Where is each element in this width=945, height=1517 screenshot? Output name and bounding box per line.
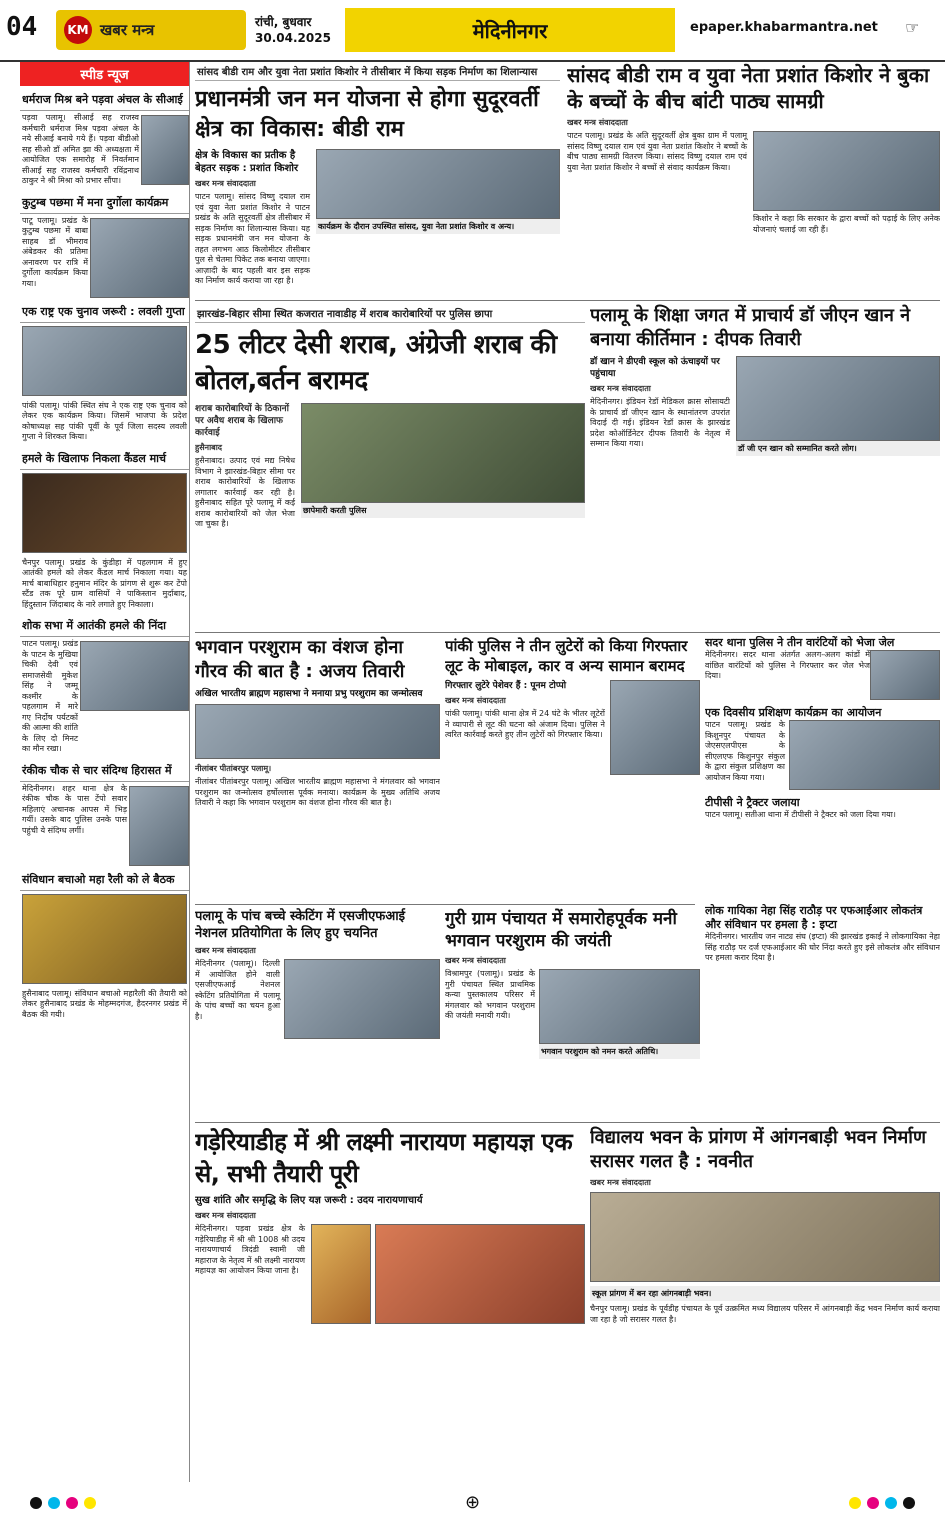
article-headline: पलामू के पांच बच्चे स्केटिंग में एसजीएफआई नेशनल प्रतियोगिता के लिए हुए चयनित bbox=[195, 909, 405, 941]
training-photo bbox=[789, 720, 940, 790]
brief-item bbox=[20, 449, 189, 613]
footer-strip bbox=[0, 1488, 945, 1517]
divider bbox=[195, 904, 695, 905]
article-headline: टीपीसी ने ट्रैक्टर जलाया bbox=[705, 796, 800, 809]
article-body: मेदिनीनगर। इंडियन रेडॉ मेडिकल क्रास सोसायटी के प्राचार्य डॉ जीएन खान के स्थानांतरण उपरांत विदाई दी गई। इंडियन रेडॉ क्रास के झारखंड प्रदेश कोऑर्डिनेटर दीपक तिवारी के नेतृत्व में सम्मान किया गया। bbox=[590, 397, 730, 448]
brief-headline: एक राष्ट्र एक चुनाव जरूरी : लवली गुप्ता bbox=[20, 302, 189, 323]
brief-headline: धर्मराज मिश्र बने पड़वा अंचल के सीआई bbox=[20, 90, 189, 111]
article-body: हुसैनाबाद। उत्पाद एवं मद्य निषेध विभाग ने झारखंड-बिहार सीमा पर शराब कारोबारियों के खिलाफ लगातार कार्रवाई कर रही है। हुसैनाबाद सहित पूरे पलामू में कई शराब कारोबारियों को जेल भेजा जा चुका है। bbox=[195, 456, 295, 528]
photo-caption: कार्यक्रम के दौरान उपस्थित सांसद, युवा नेता प्रशांत किशोर व अन्य। bbox=[316, 219, 560, 234]
article-subhead: शराब कारोबारियों के ठिकानों पर अवैध शराब के खिलाफ कार्रवाई bbox=[195, 404, 290, 438]
registration-dot bbox=[849, 1497, 861, 1509]
article-byline: खबर मन्त्र संवाददाता bbox=[590, 384, 651, 393]
brief-item bbox=[20, 90, 189, 189]
brief-text: पाटू पलामू। प्रखंड के कुटुम्ब पछमा में बाबा साहब डॉ भीमराव अंबेडकर की प्रतिमा अनावरण पर रात्रि में दुर्गोला कार्यक्रम किया गया। bbox=[22, 215, 88, 288]
article-mahayagya bbox=[195, 1126, 585, 1476]
speed-news-label: स्पीड न्यूज bbox=[20, 62, 189, 86]
color-registration-left bbox=[30, 1497, 96, 1509]
article-body: पाटन पलामू। प्रखंड के किशुनपुर पंचायत के जेएसएलपीएस के सीएलएफ किशुनपुर संकुल के द्वारा संकुल प्रशिक्षण का आयोजन किया गया। bbox=[705, 720, 785, 782]
photo-caption: छापेमारी करती पुलिस bbox=[301, 503, 585, 518]
foundation-stone-photo bbox=[316, 149, 560, 219]
article-byline: खबर मन्त्र संवाददाता bbox=[590, 1178, 651, 1187]
brand-logo-icon: KM bbox=[64, 16, 92, 44]
candle-march-photo bbox=[22, 473, 187, 553]
brief-headline: कुटुम्ब पछमा में मना दुर्गोला कार्यक्रम bbox=[20, 193, 189, 214]
brief-item bbox=[20, 616, 189, 757]
article-headline: विद्यालय भवन के प्रांगण में आंगनबाड़ी भवन निर्माण सरासर गलत है : नवनीत bbox=[590, 1127, 926, 1172]
article-byline: खबर मन्त्र संवाददाता bbox=[445, 696, 506, 705]
photo-caption: स्कूल प्रांगण में बन रहा आंगनबाड़ी भवन। bbox=[590, 1286, 940, 1301]
felicitation-photo bbox=[736, 356, 940, 441]
article-headline: गुरी ग्राम पंचायत में समारोहपूर्वक मनी भगवान परशुराम की जयंती bbox=[445, 909, 677, 951]
brand-name: खबर मन्त्र bbox=[100, 21, 155, 39]
temple-photo bbox=[375, 1224, 585, 1324]
city-date bbox=[255, 14, 331, 46]
article-headline: गड़ेरियाडीह में श्री लक्ष्मी नारायण महायज्ञ एक से, सभी तैयारी पूरी bbox=[195, 1128, 573, 1188]
brief-item bbox=[20, 870, 189, 1023]
article-body: मेदिनीनगर। भारतीय जन नाट्य संघ (इप्टा) की झारखंड इकाई ने लोकगायिका नेहा सिंह राठौड़ पर दर्ज एफआईआर की घोर निंदा करते हुए इसे लोकतंत्र और संविधान पर हमला करार दिया है। bbox=[705, 932, 940, 962]
article-buka-books bbox=[567, 62, 940, 297]
article-caption-text: किशोर ने कहा कि सरकार के द्वारा बच्चों को पढ़ाई के लिए अनेक योजनाएं चलाई जा रही हैं। bbox=[753, 214, 940, 234]
article-pm-janman bbox=[195, 62, 560, 297]
brief-text: हुसैनाबाद पलामू। संविधान बचाओ महारैली की तैयारी को लेकर हुसैनाबाद प्रखंड के मोहम्मदगंज, हैदरनगर प्रखंड में बैठक की गयी। bbox=[22, 988, 187, 1019]
brief-text: मेदिनीनगर। शहर थाना क्षेत्र के रंकीक चौक के पास टेंपो सवार महिलाएं अचानक आपस में भिड़ गयीं। उसके बाद पुलिस उनके पास पहुंची ये संदिग्ध लगीं। bbox=[22, 783, 127, 835]
event-photo bbox=[90, 218, 189, 298]
registration-dot bbox=[66, 1497, 78, 1509]
article-body: पाटन पलामू। सतीआ थाना में टीपीसी ने ट्रैक्टर को जला दिया गया। bbox=[705, 810, 896, 819]
article-headline: प्रधानमंत्री जन मन योजना से होगा सुदूरवर्ती क्षेत्र का विकास: बीडी राम bbox=[195, 87, 539, 142]
divider bbox=[195, 1122, 940, 1123]
article-body: चैनपुर पलामू। प्रखंड के पूर्वडीह पंचायत के पूर्व उत्क्रमित मध्य विद्यालय परिसर में आंगनबाड़ी केंद्र भवन निर्माण कार्य कराया जा रहा है जो सरासर गलत है। bbox=[590, 1304, 940, 1324]
article-body: मेदिनीनगर। सदर थाना अंतर्गत अलग-अलग कांडों में वांछित वारंटियों को पुलिस ने गिरफ्तार कर जेल भेज दिया। bbox=[705, 650, 870, 680]
brief-text: पाटन पलामू। प्रखंड के पाटन के मुखिया चिकी देवी एवं समाजसेवी मुकेश सिंह ने जम्मू कश्मीर के पहलगाम में मारे गए निर्दोष पर्यटकों की आत्मा की शांति के लिए दो मिनट का मौन रखा। bbox=[22, 639, 78, 753]
article-liquor-raid bbox=[195, 304, 585, 629]
article-parshuram-ajay bbox=[195, 636, 440, 901]
page-number: 04 bbox=[6, 12, 38, 42]
article-headline: एक दिवसीय प्रशिक्षण कार्यक्रम का आयोजन bbox=[705, 706, 882, 719]
article-panki-robbers bbox=[445, 636, 700, 901]
warrantee-photo bbox=[870, 650, 940, 700]
condolence-photo bbox=[80, 641, 189, 711]
article-body: मेदिनीनगर (पलामू)। दिल्ली में आयोजित होने वाली एसजीएफआई नेशनल स्केटिंग प्रतियोगिता में पलामू के पांच बच्चों का चयन हुआ है। bbox=[195, 959, 280, 1021]
swami-photo bbox=[311, 1224, 371, 1324]
article-body: पाटन पलामू। प्रखंड के अति सुदूरवर्ती क्षेत्र बुका ग्राम में पलामू सांसद विष्णु दयाल राम एवं युवा नेता प्रशांत किशोर ने बच्चों के बीच पाठ्य सामग्री वितरण किया। सांसद विष्णु दयाल राम एवं युवा नेता प्रशांत किशोर ने बच्चों से संवाद कार्यक्रम किया। bbox=[567, 131, 747, 172]
section-title: मेदिनीनगर bbox=[345, 8, 675, 52]
children-photo bbox=[753, 131, 940, 211]
registration-dot bbox=[867, 1497, 879, 1509]
jayanti-photo bbox=[539, 969, 700, 1044]
brief-text: पड़वा पलामू। सीआई सह राजस्व कर्मचारी धर्मराज मिश्र पड़वा अंचल के नये सीआई बनाये गये हैं। पड़वा बीडीओ सह सीओ डॉ अमित झा की अध्यक्षता में आयोजित एक समारोह में निवर्तमान सीआई सह राजस्व कर्मचारी रविंद्रनाथ ठाकुर ने श्री मिश्रा को प्रभार सौंपा। bbox=[22, 113, 139, 185]
celebration-photo bbox=[195, 704, 440, 759]
article-headline: 25 लीटर देसी शराब, अंग्रेजी शराब की बोतल,बर्तन बरामद bbox=[195, 330, 557, 396]
brief-text: पांकी पलामू। पांकी स्थित संघ ने एक राष्ट्र एक चुनाव को लेकर एक कार्यक्रम किया। जिसमें भाजपा के प्रदेश कोषाध्यक्ष सह पांकी पूर्वी के पूर्व जिला सदस्य लवली गुप्ता ने शिरकत किया। bbox=[22, 400, 187, 441]
registration-mark-icon: ⊕ bbox=[464, 1492, 481, 1513]
article-principal-khan bbox=[590, 304, 940, 629]
brief-item bbox=[20, 193, 189, 298]
article-byline: खबर मन्त्र संवाददाता bbox=[567, 118, 628, 127]
meeting-photo bbox=[22, 326, 187, 396]
brief-text: चैनपुर पलामू। प्रखंड के कुंडीहा में पहलगाम में हुए आतंकी हमले को लेकर कैंडल मार्च निकाला गया। यह मार्च बाबाधिहार हनुमान मंदिर के प्रांगण से शुरू कर टेंपो स्टैंड तक पूरे ग्राम वासियों ने पाकिस्तान मुर्दाबाद, हिंदुस्तान जिंदाबाद के नारे लगाते हुए निकाला। bbox=[22, 557, 187, 609]
article-headline: पलामू के शिक्षा जगत में प्राचार्य डॉ जीएन खान ने बनाया कीर्तिमान : दीपक तिवारी bbox=[590, 305, 911, 350]
brief-headline: संविधान बचाओ महा रैली को ले बैठक bbox=[20, 870, 189, 891]
skaters-photo bbox=[284, 959, 440, 1039]
divider bbox=[195, 300, 940, 301]
brief-item bbox=[20, 761, 189, 866]
issue-date: 30.04.2025 bbox=[255, 31, 331, 45]
crowd-photo bbox=[129, 786, 189, 866]
article-headline: लोक गायिका नेहा सिंह राठौड़ पर एफआईआर लोकतंत्र और संविधान पर हमला है : इप्टा bbox=[705, 904, 923, 931]
color-registration-right bbox=[849, 1497, 915, 1509]
portrait-photo bbox=[141, 115, 189, 185]
masthead bbox=[0, 0, 945, 62]
article-byline: खबर मन्त्र संवाददाता bbox=[195, 1211, 256, 1220]
article-strap: झारखंड-बिहार सीमा स्थित कजरात नावाडीह में शराब कारोबारियों पर पुलिस छापा bbox=[195, 304, 585, 323]
registration-dot bbox=[48, 1497, 60, 1509]
cursor-icon: ☞ bbox=[905, 18, 920, 37]
article-subhead: डॉ खान ने डीएवी स्कूल को ऊंचाइयों पर पहुंचाया bbox=[590, 357, 720, 379]
article-headline: सदर थाना पुलिस ने तीन वारंटियों को भेजा जेल bbox=[705, 636, 895, 649]
article-body: पाटन पलामू। सांसद विष्णु दयाल राम एवं युवा नेता प्रशांत किशोर ने पाटन प्रखंड के अति सुदूरवर्ती क्षेत्र तीसीबार में सड़क निर्माण का शिलान्यास किया। यह सड़क प्रधानमंत्री जन मन योजना के तहत लगभग आठ किलोमीटर तीसीबार पुल से चेतमा पिकेट तक बनाया जाएगा। आज़ादी के बाद पहली बार इस सड़क का निर्माण कार्य कराया जा रहा है। bbox=[195, 192, 310, 285]
article-body: मेदिनीनगर। पड़वा प्रखंड क्षेत्र के गड़ेरियाडीह में श्री श्री 1008 श्री उदय नारायणाचार्य त्रिदंडी स्वामी जी महाराज के नेतृत्व में श्री लक्ष्मी नारायण महायज्ञ का आयोजन किया जाना है। bbox=[195, 1224, 305, 1275]
article-headline: भगवान परशुराम का वंशज होना गौरव की बात है : अजय तिवारी bbox=[195, 637, 405, 682]
article-body: नीलांबर पीतांबरपुर पलामू। अखिल भारतीय ब्राह्मण महासभा ने मंगलवार को भगवान परशुराम का जन्मोत्सव हर्षोल्लास पूर्वक मनाया। कार्यक्रम के मुख्य अतिथि अजय तिवारी ने कहा कि भगवान परशुराम का वंशज होना गौरव की बात है। bbox=[195, 777, 440, 807]
article-headline: पांकी पुलिस ने तीन लुटेरों को किया गिरफ्तार लूट के मोबाइल, कार व अन्य सामान बरामद bbox=[445, 637, 688, 675]
article-body: विश्रामपुर (पलामू)। प्रखंड के गुरी पंचायत स्थित प्राथमिक कन्या पुस्तकालय परिसर में मंगलवार को भगवान परशुराम की जयंती मनायी गयी। bbox=[445, 969, 535, 1020]
article-byline: नीलांबर पीतांबरपुर पलामू। bbox=[195, 764, 272, 773]
article-byline: हुसैनाबाद bbox=[195, 443, 223, 452]
article-guri-jayanti bbox=[445, 908, 700, 1118]
right-briefs bbox=[705, 636, 940, 901]
photo-caption: डॉ जी एन खान को सम्मानित करते लोग। bbox=[736, 441, 940, 456]
police-raid-photo bbox=[301, 403, 585, 503]
article-anganbadi bbox=[590, 1126, 940, 1476]
article-subhead: गिरफ्तार लुटेरे पेशेवर हैं : पूनम टोप्पो bbox=[445, 681, 567, 691]
brand-band bbox=[56, 10, 246, 50]
registration-dot bbox=[30, 1497, 42, 1509]
brief-headline: रंकीक चौक से चार संदिग्ध हिरासत में bbox=[20, 761, 189, 782]
brief-headline: शोक सभा में आतंकी हमले की निंदा bbox=[20, 616, 189, 637]
article-byline: खबर मन्त्र संवाददाता bbox=[195, 179, 256, 188]
construction-photo bbox=[590, 1192, 940, 1282]
article-strap: सांसद बीडी राम और युवा नेता प्रशांत किशोर ने तीसीबार में किया सड़क निर्माण का शिलान्यास bbox=[195, 62, 560, 81]
city-day: रांची, बुधवार bbox=[255, 15, 312, 29]
article-skating bbox=[195, 908, 440, 1118]
registration-dot bbox=[885, 1497, 897, 1509]
article-byline: खबर मन्त्र संवाददाता bbox=[195, 946, 256, 955]
registration-dot bbox=[84, 1497, 96, 1509]
article-headline: सांसद बीडी राम व युवा नेता प्रशांत किशोर ने बुका के बच्चों के बीच बांटी पाठ्य सामग्री bbox=[567, 63, 930, 113]
divider bbox=[195, 632, 940, 633]
article-subhead: अखिल भारतीय ब्राह्मण महासभा ने मनाया प्रभु परशुराम का जन्मोत्सव bbox=[195, 689, 423, 699]
brief-headline: हमले के खिलाफ निकला कैंडल मार्च bbox=[20, 449, 189, 470]
photo-caption: भगवान परशुराम को नमन करते अतिथि। bbox=[539, 1044, 700, 1059]
registration-dot bbox=[903, 1497, 915, 1509]
article-body: पांकी पलामू। पांकी थाना क्षेत्र में 24 घंटे के भीतर लूटेरों ने व्यापारी से लूट की घटना को अंजाम दिया। पुलिस ने त्वरित कार्रवाई करते हुए तीन लुटेरों को गिरफ्तार किया। bbox=[445, 709, 605, 739]
article-subhead: क्षेत्र के विकास का प्रतीक है बेहतर सड़क : प्रशांत किशोर bbox=[195, 150, 299, 174]
article-subhead: सुख शांति और समृद्धि के लिए यज्ञ जरूरी : उदय नारायणाचार्य bbox=[195, 1195, 423, 1206]
epaper-link[interactable]: epaper.khabarmantra.net bbox=[690, 20, 878, 35]
arrested-photo bbox=[610, 680, 700, 775]
rally-meeting-photo bbox=[22, 894, 187, 984]
article-neha-singh bbox=[705, 904, 940, 999]
left-column bbox=[20, 62, 190, 1482]
article-byline: खबर मन्त्र संवाददाता bbox=[445, 956, 506, 965]
main-area bbox=[195, 62, 940, 1482]
brief-item bbox=[20, 302, 189, 445]
